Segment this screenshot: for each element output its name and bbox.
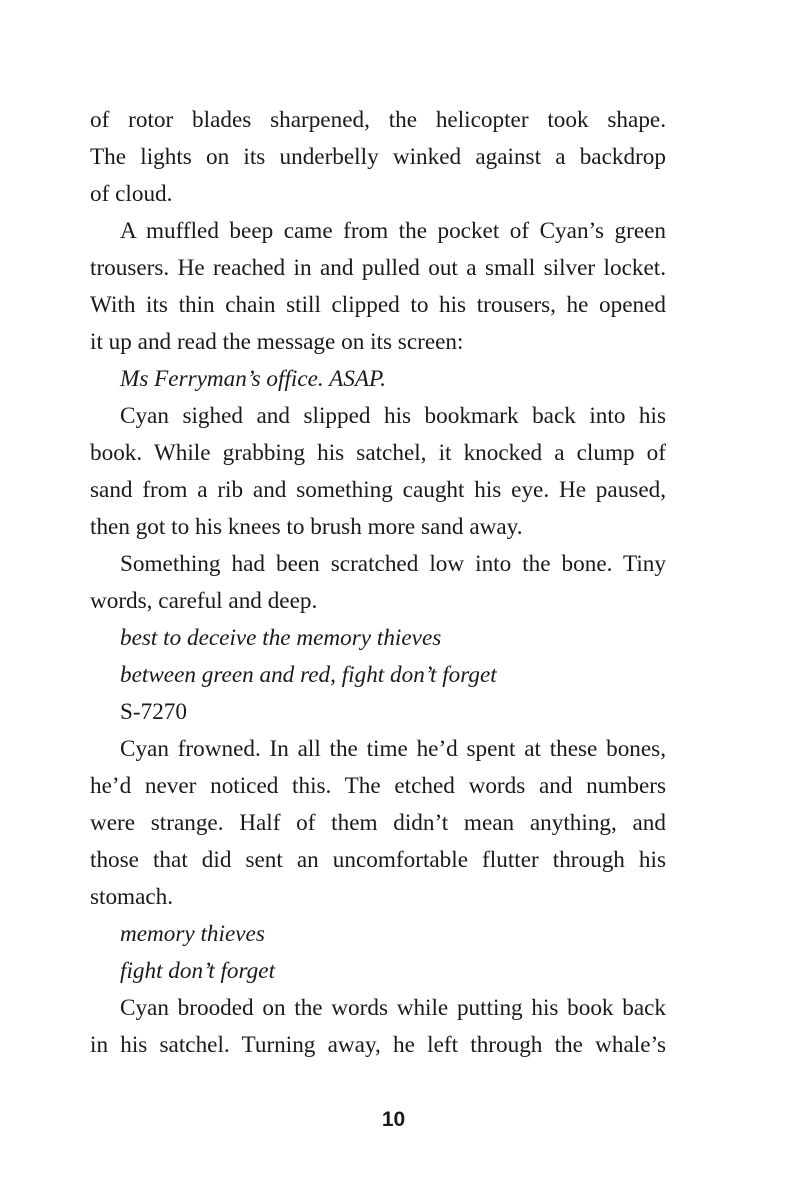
text-line: Cyan brooded on the words while putting his book back xyxy=(120,995,666,1021)
text-line: then got to his knees to brush more sand away. xyxy=(90,514,523,540)
text-line: he’d never noticed this. The etched words and numbers xyxy=(90,773,666,799)
text-line: A muffled beep came from the pocket of Cyan’s green xyxy=(120,218,666,244)
etched-line: best to deceive the memory thieves xyxy=(120,625,442,651)
message-line: Ms Ferryman’s office. ASAP. xyxy=(120,366,386,392)
text-line: Cyan frowned. In all the time he’d spent at these bones, xyxy=(120,736,666,762)
text-line: The lights on its underbelly winked against a backdrop xyxy=(90,144,666,170)
page-body xyxy=(90,102,666,1064)
text-line: stomach. xyxy=(90,884,174,910)
text-line: of rotor blades sharpened, the helicopter took shape. xyxy=(90,107,666,133)
text-line: book. While grabbing his satchel, it knocked a clump of xyxy=(90,440,666,466)
etched-line: between green and red, fight don’t forget xyxy=(120,662,497,688)
text-line: those that did sent an uncomfortable flutter through his xyxy=(90,847,666,873)
quoted-line: fight don’t forget xyxy=(120,958,276,984)
page-number: 10 xyxy=(381,1108,406,1131)
text-line: sand from a rib and something caught his eye. He paused, xyxy=(90,477,666,503)
text-line: it up and read the message on its screen: xyxy=(90,329,464,355)
text-line: of cloud. xyxy=(90,181,173,207)
text-line: words, careful and deep. xyxy=(90,588,318,614)
etched-code: S-7270 xyxy=(120,699,187,725)
text-line: in his satchel. Turning away, he left through the whale’s xyxy=(90,1032,666,1058)
text-line: were strange. Half of them didn’t mean anything, and xyxy=(90,810,666,836)
text-line: Cyan sighed and slipped his bookmark back into his xyxy=(120,403,666,429)
text-line: With its thin chain still clipped to his trousers, he opened xyxy=(90,292,666,318)
text-line: Something had been scratched low into the bone. Tiny xyxy=(120,551,666,577)
text-line: trousers. He reached in and pulled out a small silver locket. xyxy=(90,255,666,281)
quoted-line: memory thieves xyxy=(120,921,265,947)
